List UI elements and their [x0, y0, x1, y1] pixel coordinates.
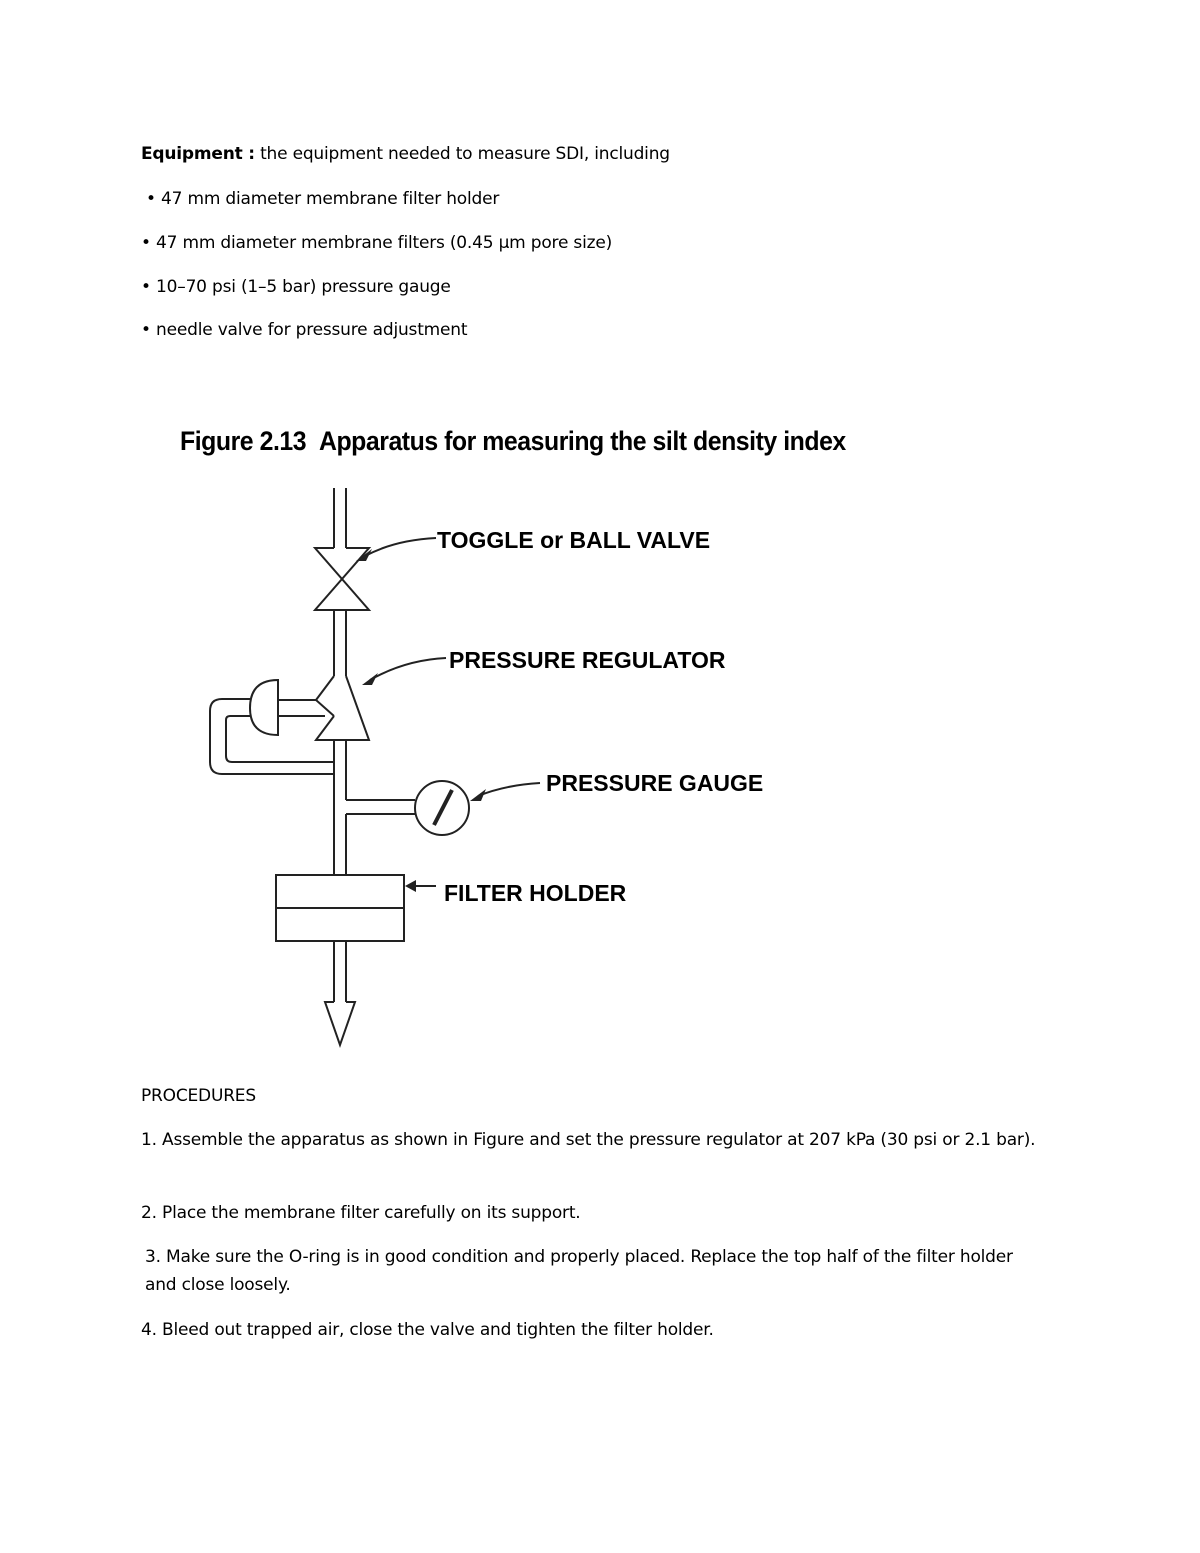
outlet-arrow — [325, 941, 355, 1045]
procedure-step: 4. Bleed out trapped air, close the valve and tighten the filter holder. — [141, 1320, 714, 1340]
pipe-regulator-to-filter — [334, 740, 415, 875]
label-pressure-gauge: PRESSURE GAUGE — [546, 770, 764, 796]
equipment-item: • needle valve for pressure adjustment — [141, 320, 468, 340]
leader-arrowhead — [362, 673, 378, 685]
procedure-step: 3. Make sure the O-ring is in good condition and properly placed. Replace the top half of the filter holder and close loosely. — [145, 1247, 1013, 1295]
leader-arrowhead — [470, 789, 486, 801]
label-pressure-regulator: PRESSURE REGULATOR — [449, 647, 726, 673]
equipment-intro-text: the equipment needed to measure SDI, including — [254, 144, 670, 164]
procedure-step: 1. Assemble the apparatus as shown in Figure and set the pressure regulator at 207 kPa (30 psi or 2.1 bar). — [141, 1130, 1036, 1150]
leader-arrowhead — [405, 880, 416, 892]
figure-title: Apparatus for measuring the silt density index — [318, 426, 846, 456]
equipment-item: • 47 mm diameter membrane filters (0.45 µm pore size) — [141, 233, 613, 253]
procedure-step: 2. Place the membrane filter carefully on its support. — [141, 1203, 581, 1223]
filter-holder-symbol — [276, 875, 404, 941]
figure-number: Figure 2.13 — [180, 426, 307, 456]
equipment-item: • 47 mm diameter membrane filter holder — [146, 189, 500, 209]
pipe-valve-to-regulator — [334, 610, 346, 676]
leader-arrowhead — [356, 549, 372, 561]
procedures-heading: PROCEDURES — [141, 1086, 256, 1106]
equipment-label: Equipment : — [141, 144, 255, 164]
toggle-valve-symbol — [315, 548, 369, 610]
label-toggle-valve: TOGGLE or BALL VALVE — [437, 527, 711, 553]
equipment-item: • 10–70 psi (1–5 bar) pressure gauge — [141, 277, 451, 297]
pressure-gauge-symbol — [415, 781, 469, 835]
inlet-pipe — [334, 488, 346, 548]
label-filter-holder: FILTER HOLDER — [444, 880, 627, 906]
